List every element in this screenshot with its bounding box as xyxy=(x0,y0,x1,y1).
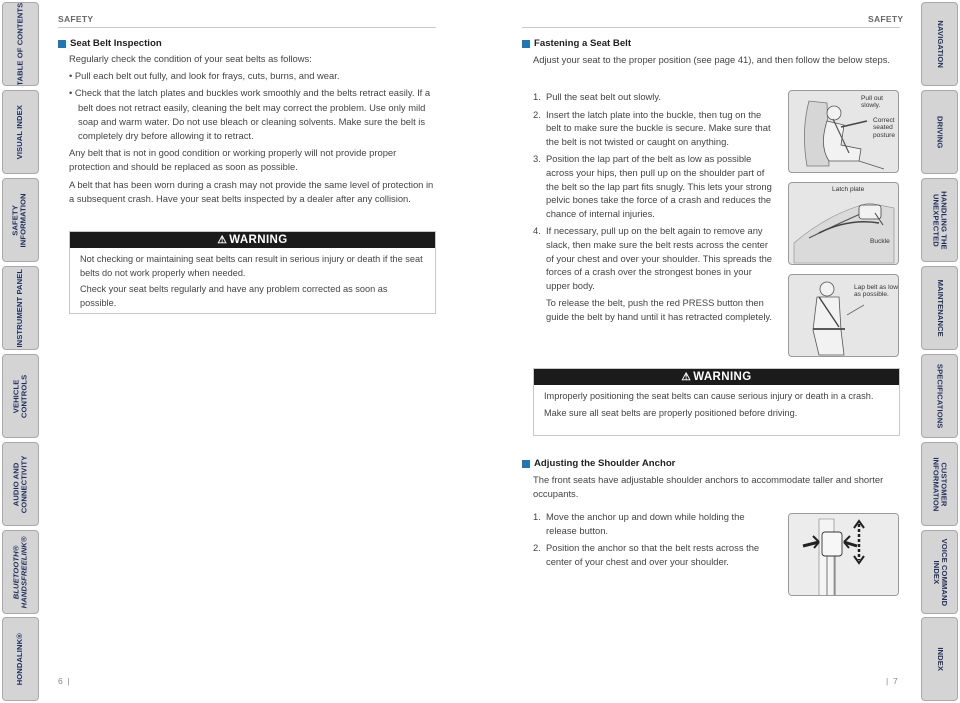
right-tab-strip xyxy=(919,0,960,703)
left-warning-box xyxy=(69,231,436,314)
tab-label: NAVIGATION xyxy=(935,20,945,68)
tab-specifications[interactable] xyxy=(921,354,958,438)
inspection-bullet: • Check that the latch plates and buckles work smoothly and the belts retract easily. If a belt does not retract easily, cleaning the belt may correct the problem. Use only mild soap and warm water. Do not use bleach or cleaning solvents. Make sure the belt is completely dry before allowing it to retract. xyxy=(69,87,431,142)
tab-label: HONDALINK® xyxy=(15,632,25,686)
shoulder-anchor-heading xyxy=(522,458,675,469)
warning-text: Make sure all seat belts are properly positioned before driving. xyxy=(544,407,798,418)
tab-visual-index[interactable] xyxy=(2,90,39,174)
tab-navigation[interactable] xyxy=(921,2,958,86)
step-item xyxy=(533,224,773,292)
tab-label: SAFETY INFORMATION xyxy=(11,192,29,248)
latch-buckle-illustration xyxy=(788,182,899,265)
warning-text: Not checking or maintaining seat belts can result in serious injury or death if the seat belts do not work properly when needed. xyxy=(80,254,423,278)
tab-bluetooth-handsfreelink[interactable] xyxy=(2,530,39,614)
left-header-rule xyxy=(58,27,436,28)
tab-label: INDEX xyxy=(935,647,945,671)
step-item xyxy=(533,152,773,220)
step-number: 4. xyxy=(533,225,541,237)
tab-audio-and-connectivity[interactable] xyxy=(2,442,39,526)
step-number: 1. xyxy=(533,511,541,522)
section-marker xyxy=(522,40,530,48)
warning-body xyxy=(70,248,435,319)
fastening-heading xyxy=(522,38,631,49)
step-number: 3. xyxy=(533,153,541,165)
warning-body xyxy=(534,385,899,429)
left-page-number: 6 | xyxy=(58,676,70,686)
lap-belt-caption: Lap belt as low as possible. xyxy=(854,284,898,299)
inspection-paragraph: A belt that has been worn during a crash may not provide the same level of protection in a subsequent crash. Have your seat belts inspected by a dealer after any collision. xyxy=(69,178,434,204)
step-text: Insert the latch plate into the buckle, then tug on the belt to make sure the buckle is secure. Make sure that the belt is not twisted or caught on anything. xyxy=(546,108,771,147)
section-marker xyxy=(58,40,66,48)
shoulder-anchor-illustration xyxy=(788,513,899,596)
lap-belt-illustration xyxy=(788,274,899,357)
tab-label: HANDLING THE UNEXPECTED xyxy=(931,190,949,250)
tab-voice-command-index[interactable] xyxy=(921,530,958,614)
step-text: If necessary, pull up on the belt again to remove any slack, then make sure the belt rests across the center of your chest and over your shoulder. This spreads the forces of a crash over the strongest bones in your upper body. xyxy=(546,225,772,291)
tab-label: AUDIO AND CONNECTIVITY xyxy=(11,455,29,513)
tab-label: DRIVING xyxy=(935,115,945,149)
fastening-intro: Adjust your seat to the proper position (see page 41), and then follow the below steps. xyxy=(533,54,890,65)
tab-label: VISUAL INDEX xyxy=(15,104,25,160)
section-title-text: Seat Belt Inspection xyxy=(70,38,162,49)
tab-index[interactable] xyxy=(921,617,958,701)
step-item xyxy=(533,510,773,537)
tab-label: CUSTOMER INFORMATION xyxy=(931,456,949,512)
step-text: Position the lap part of the belt as low as possible across your hips, then pull up on the shoulder part of the belt so the lap part fits snugly. This lets your strong pelvic bones take the force of a crash and reduces the chance of internal injuries. xyxy=(546,153,772,219)
pull-out-illustration xyxy=(788,90,899,173)
anchor-intro: The front seats have adjustable shoulder anchors to accommodate taller and shorter occupants. xyxy=(533,474,884,500)
release-instruction xyxy=(533,296,773,323)
right-running-header: SAFETY xyxy=(868,14,904,24)
warning-title: WARNING xyxy=(693,371,752,383)
step-number: 2. xyxy=(533,108,541,120)
tab-label: MAINTENANCE xyxy=(935,279,945,337)
tab-safety-information[interactable] xyxy=(2,178,39,262)
tab-maintenance[interactable] xyxy=(921,266,958,350)
shoulder-anchor-drawing xyxy=(789,514,899,596)
warning-text: Improperly positioning the seat belts can cause serious injury or death in a crash. xyxy=(544,391,874,401)
section-marker xyxy=(522,460,530,468)
tab-hondalink[interactable] xyxy=(2,617,39,701)
inspection-intro: Regularly check the condition of your seat belts as follows: xyxy=(69,53,312,64)
tab-label: INSTRUMENT PANEL xyxy=(15,268,25,348)
warning-triangle-icon: ⚠ xyxy=(217,234,228,246)
release-text: To release the belt, push the red PRESS button then guide the belt by hand until it has retracted completely. xyxy=(546,297,773,322)
step-number: 2. xyxy=(533,542,541,554)
step-text: Move the anchor up and down while holding the release button. xyxy=(546,511,745,536)
tab-label: TABLE OF CONTENTS xyxy=(15,2,25,86)
correct-posture-caption: Correct seated posture xyxy=(873,117,895,139)
latch-buckle-drawing xyxy=(789,183,899,265)
tab-table-of-contents[interactable] xyxy=(2,2,39,86)
inspection-bullet: • Pull each belt out fully, and look for frays, cuts, burns, and wear. xyxy=(69,70,340,82)
tab-label: VOICE COMMAND INDEX xyxy=(931,538,949,606)
tab-customer-information[interactable] xyxy=(921,442,958,526)
seat-belt-inspection-heading xyxy=(58,38,162,49)
right-page-number: | 7 xyxy=(886,676,898,686)
page-number-value: 7 xyxy=(892,676,898,686)
section-title-text: Adjusting the Shoulder Anchor xyxy=(534,458,676,469)
tab-vehicle-controls[interactable] xyxy=(2,354,39,438)
warning-text: Check your seat belts regularly and have any problem corrected as soon as possible. xyxy=(80,284,388,308)
step-number: 1. xyxy=(533,91,541,102)
step-item xyxy=(533,108,773,149)
tab-label: SPECIFICATIONS xyxy=(935,363,945,429)
tab-instrument-panel[interactable] xyxy=(2,266,39,350)
section-title-text: Fastening a Seat Belt xyxy=(534,38,632,49)
tab-label: BLUETOOTH® HANDSFREELINK® xyxy=(11,536,29,608)
inspection-body xyxy=(69,52,437,209)
page-number-value: 6 xyxy=(58,676,63,686)
warning-title: WARNING xyxy=(229,234,288,246)
left-running-header: SAFETY xyxy=(58,14,94,24)
tab-handling-the-unexpected[interactable] xyxy=(921,178,958,262)
step-item xyxy=(533,90,773,104)
right-warning-box xyxy=(533,368,900,436)
fastening-steps xyxy=(533,90,773,328)
warning-triangle-icon: ⚠ xyxy=(681,371,692,383)
anchor-steps xyxy=(533,510,773,572)
right-header-rule xyxy=(522,27,900,28)
step-text: Position the anchor so that the belt rests across the center of your chest and over your shoulder. xyxy=(546,542,760,567)
warning-header xyxy=(534,369,899,385)
pull-out-caption: Pull out slowly. xyxy=(861,95,883,110)
warning-header xyxy=(70,232,435,248)
tab-label: VEHICLE CONTROLS xyxy=(11,374,29,418)
step-item xyxy=(533,541,773,568)
latch-plate-caption: Latch plate xyxy=(832,186,865,193)
inspection-paragraph: Any belt that is not in good condition or working properly will not provide proper protection and should be replaced as soon as possible. xyxy=(69,147,397,173)
step-text: Pull the seat belt out slowly. xyxy=(546,91,661,102)
tab-driving[interactable] xyxy=(921,90,958,174)
left-tab-strip xyxy=(0,0,41,703)
buckle-caption: Buckle xyxy=(870,238,890,245)
